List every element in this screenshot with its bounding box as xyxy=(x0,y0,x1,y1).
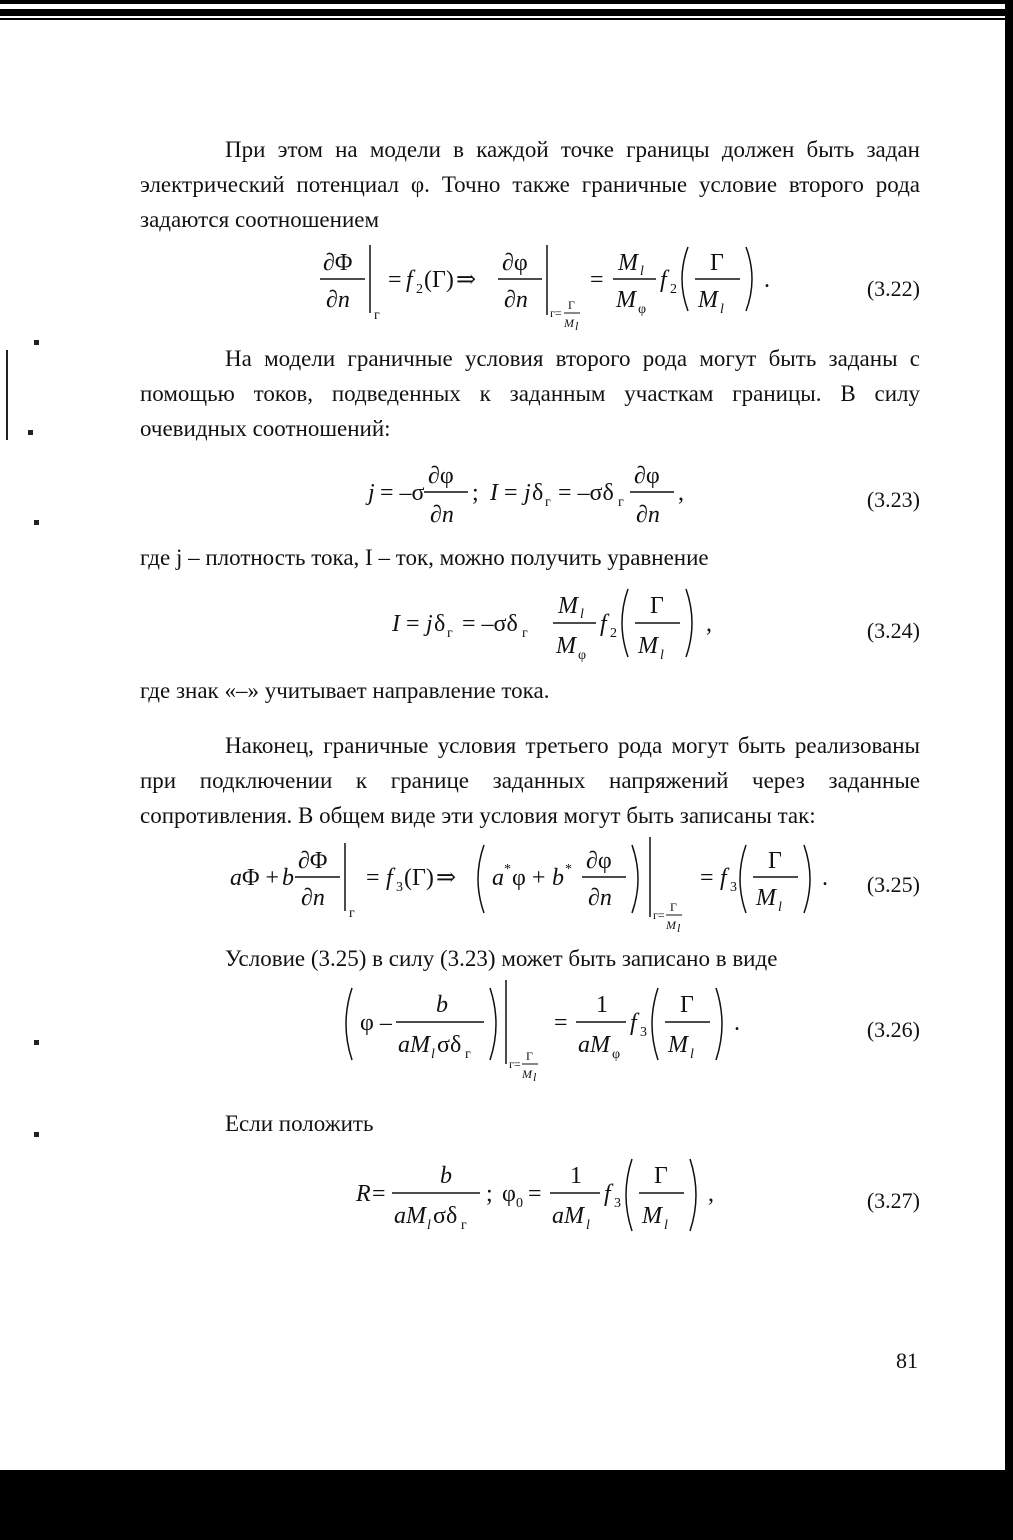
svg-text:aM: aM xyxy=(552,1203,584,1229)
scan-speck xyxy=(34,1132,39,1137)
svg-text:=: = xyxy=(366,865,380,891)
svg-text:δ: δ xyxy=(532,480,544,506)
equation-number: (3.24) xyxy=(866,618,920,643)
svg-text:*: * xyxy=(565,862,572,877)
svg-text:3: 3 xyxy=(730,880,737,895)
svg-text:l: l xyxy=(720,302,724,317)
svg-text:aM: aM xyxy=(578,1032,610,1058)
svg-text:=: = xyxy=(372,1181,386,1207)
svg-text:г=: г= xyxy=(509,1057,521,1071)
svg-text:∂φ: ∂φ xyxy=(502,250,528,276)
svg-text:l: l xyxy=(664,1218,668,1233)
svg-text:σδ: σδ xyxy=(433,1203,458,1229)
equation-3-22 xyxy=(140,237,920,337)
svg-text:.: . xyxy=(822,865,828,891)
svg-text:l: l xyxy=(427,1218,431,1233)
svg-text:Φ +: Φ + xyxy=(242,865,280,891)
svg-text:l: l xyxy=(580,607,584,622)
svg-text:∂φ: ∂φ xyxy=(634,463,660,489)
svg-text:aM: aM xyxy=(394,1203,426,1229)
svg-text:=: = xyxy=(700,865,714,891)
svg-text:a: a xyxy=(492,865,504,891)
svg-text:M: M xyxy=(618,250,638,276)
svg-text:*: * xyxy=(504,862,511,877)
svg-text:Г: Г xyxy=(526,1049,533,1063)
svg-text:l: l xyxy=(640,264,644,279)
equation-3-26 xyxy=(140,976,920,1088)
svg-text:г: г xyxy=(522,626,528,641)
svg-text:j: j xyxy=(426,611,433,637)
svg-text:= –σδ: = –σδ xyxy=(462,611,518,637)
svg-text:,: , xyxy=(708,1181,714,1207)
scan-speck xyxy=(34,340,39,345)
svg-text:φ –: φ – xyxy=(360,1010,392,1036)
svg-text:I: I xyxy=(392,611,400,637)
svg-text:b: b xyxy=(440,1163,452,1189)
equation-3-23 xyxy=(140,446,920,540)
equation-3-26-formula xyxy=(140,976,760,1088)
svg-text:(Г): (Г) xyxy=(424,267,454,293)
svg-text:г: г xyxy=(545,495,551,510)
scan-speck xyxy=(34,520,39,525)
svg-text:г: г xyxy=(349,906,355,921)
svg-text:= –σδ: = –σδ xyxy=(558,480,614,506)
paragraph: Если положить xyxy=(225,1111,374,1136)
svg-text:г: г xyxy=(618,495,624,510)
equation-number: (3.27) xyxy=(866,1188,920,1213)
svg-text:φ: φ xyxy=(502,1181,516,1207)
svg-text:φ: φ xyxy=(638,302,647,317)
svg-text:f: f xyxy=(604,1181,611,1207)
svg-text:=: = xyxy=(590,267,604,293)
svg-text:;: ; xyxy=(472,480,479,506)
svg-text:∂Φ: ∂Φ xyxy=(323,250,353,276)
paragraph: где знак «–» учитывает направление тока. xyxy=(140,678,550,703)
svg-text:,: , xyxy=(678,480,684,506)
svg-text:.: . xyxy=(734,1010,740,1036)
svg-text:M: M xyxy=(564,316,574,330)
svg-text:Г: Г xyxy=(680,992,694,1018)
svg-text:=: = xyxy=(406,611,420,637)
svg-text:φ: φ xyxy=(612,1047,621,1062)
svg-text:b: b xyxy=(282,865,294,891)
svg-text:∂φ: ∂φ xyxy=(428,463,454,489)
page-number: 81 xyxy=(896,1348,918,1373)
equation-number: (3.23) xyxy=(866,487,920,512)
equation-number: (3.22) xyxy=(866,276,920,301)
svg-text:=: = xyxy=(554,1010,568,1036)
svg-text:f: f xyxy=(600,611,607,637)
equation-number: (3.26) xyxy=(866,1017,920,1042)
svg-text:Г: Г xyxy=(710,250,724,276)
page-content xyxy=(140,132,920,1251)
equation-3-27-formula xyxy=(140,1147,760,1251)
svg-text:,: , xyxy=(706,611,712,637)
svg-text:f: f xyxy=(630,1010,637,1036)
scan-border-bottom xyxy=(0,1470,1013,1540)
equation-3-23-formula xyxy=(140,446,740,540)
svg-text:Г: Г xyxy=(568,298,575,312)
svg-text:г=: г= xyxy=(550,306,562,320)
svg-text:=: = xyxy=(504,480,518,506)
svg-text:l: l xyxy=(586,1218,590,1233)
svg-text:г=: г= xyxy=(653,908,665,922)
svg-text:f: f xyxy=(720,865,727,891)
svg-text:R: R xyxy=(356,1181,371,1207)
equation-3-25-formula xyxy=(140,833,840,941)
svg-text:3: 3 xyxy=(614,1196,621,1211)
svg-text:2: 2 xyxy=(610,626,617,641)
svg-text:j: j xyxy=(524,480,531,506)
svg-text:l: l xyxy=(778,900,782,915)
svg-text:.: . xyxy=(764,267,770,293)
svg-text:Г: Г xyxy=(654,1163,668,1189)
svg-text:г: г xyxy=(461,1218,467,1233)
svg-text:Г: Г xyxy=(650,593,664,619)
svg-text:φ: φ xyxy=(578,648,587,663)
svg-text:M: M xyxy=(668,1032,688,1058)
svg-text:3: 3 xyxy=(640,1025,647,1040)
svg-text:M: M xyxy=(642,1203,662,1229)
paragraph: Наконец, граничные условия третьего рода могут быть реализованы при подключении к границе заданных напряжений через заданные сопротивления. В общем виде эти условия могут быть записаны так: xyxy=(140,733,920,828)
svg-text:0: 0 xyxy=(516,1196,523,1211)
svg-text:M: M xyxy=(522,1067,532,1081)
svg-text:=: = xyxy=(388,267,402,293)
scan-border-top xyxy=(0,0,1013,4)
svg-text:∂n: ∂n xyxy=(326,287,350,313)
svg-text:aM: aM xyxy=(398,1032,430,1058)
svg-text:l: l xyxy=(533,1070,537,1084)
svg-text:Г: Г xyxy=(670,900,677,914)
paragraph: При этом на модели в каждой точке границы должен быть задан электрический потенциал φ. Точно также граничные условие второго рода задаются соотношением xyxy=(140,137,920,232)
svg-text:⇒: ⇒ xyxy=(456,267,477,293)
equation-3-27 xyxy=(140,1147,920,1251)
svg-text:г: г xyxy=(374,308,380,323)
scan-speck xyxy=(34,1040,39,1045)
scan-speck xyxy=(28,430,33,435)
svg-text:M: M xyxy=(638,633,658,659)
svg-text:b: b xyxy=(436,992,448,1018)
svg-text:l: l xyxy=(677,921,681,935)
svg-text:φ +: φ + xyxy=(512,865,546,891)
equation-number: (3.25) xyxy=(866,872,920,897)
svg-text:l: l xyxy=(660,648,664,663)
scan-speck xyxy=(6,350,8,440)
svg-text:l: l xyxy=(690,1047,694,1062)
svg-text:3: 3 xyxy=(396,880,403,895)
scan-border-right xyxy=(1005,0,1013,1470)
svg-text:1: 1 xyxy=(596,992,608,1018)
svg-text:δ: δ xyxy=(434,611,446,637)
svg-text:σδ: σδ xyxy=(437,1032,462,1058)
svg-text:∂Φ: ∂Φ xyxy=(298,848,328,874)
svg-text:⇒: ⇒ xyxy=(436,865,457,891)
svg-text:f: f xyxy=(386,865,393,891)
svg-text:Г: Г xyxy=(768,848,782,874)
svg-text:f: f xyxy=(660,267,667,293)
svg-text:M: M xyxy=(698,287,718,313)
svg-text:M: M xyxy=(666,918,676,932)
paragraph: Условие (3.25) в силу (3.23) может быть записано в виде xyxy=(225,946,778,971)
equation-3-22-formula xyxy=(140,237,780,337)
svg-text:∂n: ∂n xyxy=(430,502,454,528)
svg-text:;: ; xyxy=(486,1181,493,1207)
svg-text:a: a xyxy=(230,865,242,891)
svg-text:l: l xyxy=(431,1047,435,1062)
svg-text:I: I xyxy=(490,480,498,506)
equation-3-24 xyxy=(140,575,920,673)
svg-text:∂n: ∂n xyxy=(636,502,660,528)
equation-3-25 xyxy=(140,833,920,941)
svg-text:=: = xyxy=(528,1181,542,1207)
svg-text:∂n: ∂n xyxy=(588,885,612,911)
paragraph: где j – плотность тока, I – ток, можно получить уравнение xyxy=(140,545,709,570)
equation-3-24-formula xyxy=(140,575,740,673)
svg-text:= –σ: = –σ xyxy=(380,480,425,506)
paragraph: На модели граничные условия второго рода могут быть заданы с помощью токов, подведенных к заданным участкам границы. В силу очевидных соотношений: xyxy=(140,346,920,441)
svg-text:г: г xyxy=(465,1047,471,1062)
svg-text:1: 1 xyxy=(570,1163,582,1189)
svg-text:г: г xyxy=(447,626,453,641)
svg-text:b: b xyxy=(552,865,564,891)
svg-text:∂n: ∂n xyxy=(301,885,325,911)
svg-text:j: j xyxy=(368,480,375,506)
svg-text:M: M xyxy=(558,593,578,619)
svg-text:l: l xyxy=(575,319,579,333)
svg-text:M: M xyxy=(556,633,576,659)
scan-border-top xyxy=(0,9,1013,16)
scan-border-top xyxy=(0,18,1013,20)
svg-text:(Г): (Г) xyxy=(404,865,434,891)
svg-text:M: M xyxy=(616,287,636,313)
svg-text:f: f xyxy=(406,267,413,293)
svg-text:2: 2 xyxy=(670,282,677,297)
svg-text:2: 2 xyxy=(416,282,423,297)
svg-text:∂n: ∂n xyxy=(504,287,528,313)
svg-text:M: M xyxy=(756,885,776,911)
svg-text:∂φ: ∂φ xyxy=(586,848,612,874)
